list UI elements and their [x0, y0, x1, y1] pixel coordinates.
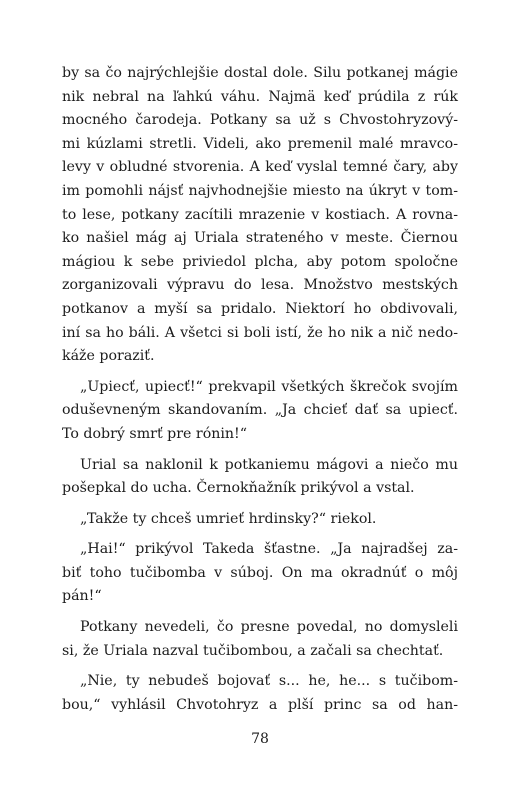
text-line: si, že Uriala nazval tučibombou, a začali sa chechtať.: [62, 642, 444, 659]
text-line: mi kúzlami stretli. Videli, ako premenil malé mravco-: [62, 135, 458, 152]
paragraph-gap: [62, 531, 458, 538]
text-line: „Hai!“ prikývol Takeda šťastne. „Ja najradšej za-: [80, 541, 458, 558]
text-line: Potkany nevedeli, čo presne povedal, no domysleli: [80, 619, 458, 636]
text-line: to lese, potkany zacítili mrazenie v kostiach. A rovna-: [62, 206, 458, 223]
paragraph-gap: [62, 369, 458, 376]
text-line: „Nie, ty nebudeš bojovať s... he, he... s tučibom-: [80, 673, 458, 690]
paragraph-gap: [62, 447, 458, 454]
text-line: ko našiel mág aj Uriala strateného v meste. Čiernou: [62, 230, 458, 247]
page-number: 78: [251, 731, 269, 747]
paragraph-gap: [62, 663, 458, 670]
paragraph: [62, 670, 458, 717]
text-line: oduševneným skandovaním. „Ja chcieť dať sa upiecť.: [62, 402, 458, 419]
text-line: „Upiecť, upiecť!“ prekvapil všetkých škrečok svojím: [80, 378, 458, 395]
text-line: mágiou k sebe priviedol plcha, aby potom spoločne: [62, 253, 458, 270]
text-line: To dobrý smrť pre rónin!“: [62, 425, 248, 442]
paragraph-gap: [62, 609, 458, 616]
text-line: by sa čo najrýchlejšie dostal dole. Silu potkanej mágie: [62, 65, 458, 81]
paragraph: [62, 376, 458, 447]
text-line: levy v obludné stvorenia. A keď vyslal temné čary, aby: [62, 159, 458, 176]
text-line: pán!“: [62, 588, 102, 605]
text-line: zorganizovali výpravu do lesa. Množstvo mestských: [62, 277, 458, 294]
text-line: nik nebral na ľahkú váhu. Najmä keď prúdila z rúk: [62, 88, 458, 105]
text-line: bou,“ vyhlásil Chvotohryz a plší princ sa od han-: [62, 696, 458, 713]
paragraph: [62, 454, 458, 501]
text-line: im pomohli nájsť najvhodnejšie miesto na úkryt v tom-: [62, 182, 458, 199]
text-line: mocného čarodeja. Potkany sa už s Chvostohryzový-: [62, 112, 458, 129]
paragraph: [62, 538, 458, 609]
paragraph: [62, 62, 458, 369]
paragraph-gap: [62, 501, 458, 508]
text-line: Urial sa naklonil k potkaniemu mágovi a niečo mu: [80, 456, 458, 473]
text-line: „Takže ty chceš umrieť hrdinsky?“ riekol.: [80, 510, 377, 527]
text-line: káže poraziť.: [62, 348, 155, 365]
text-line: potkanov a myší sa pridalo. Niektorí ho obdivovali,: [62, 300, 458, 317]
paragraph: [62, 508, 458, 532]
text-line: biť toho tučibomba v súboj. On ma okradnúť o môj: [62, 564, 458, 581]
text-line: iní sa ho báli. A všetci si boli istí, že ho nik a nič nedo-: [62, 324, 458, 341]
paragraph: [62, 616, 458, 663]
body-text: [62, 62, 458, 717]
text-line: pošepkal do ucha. Černokňažník prikývol a vstal.: [62, 480, 415, 497]
